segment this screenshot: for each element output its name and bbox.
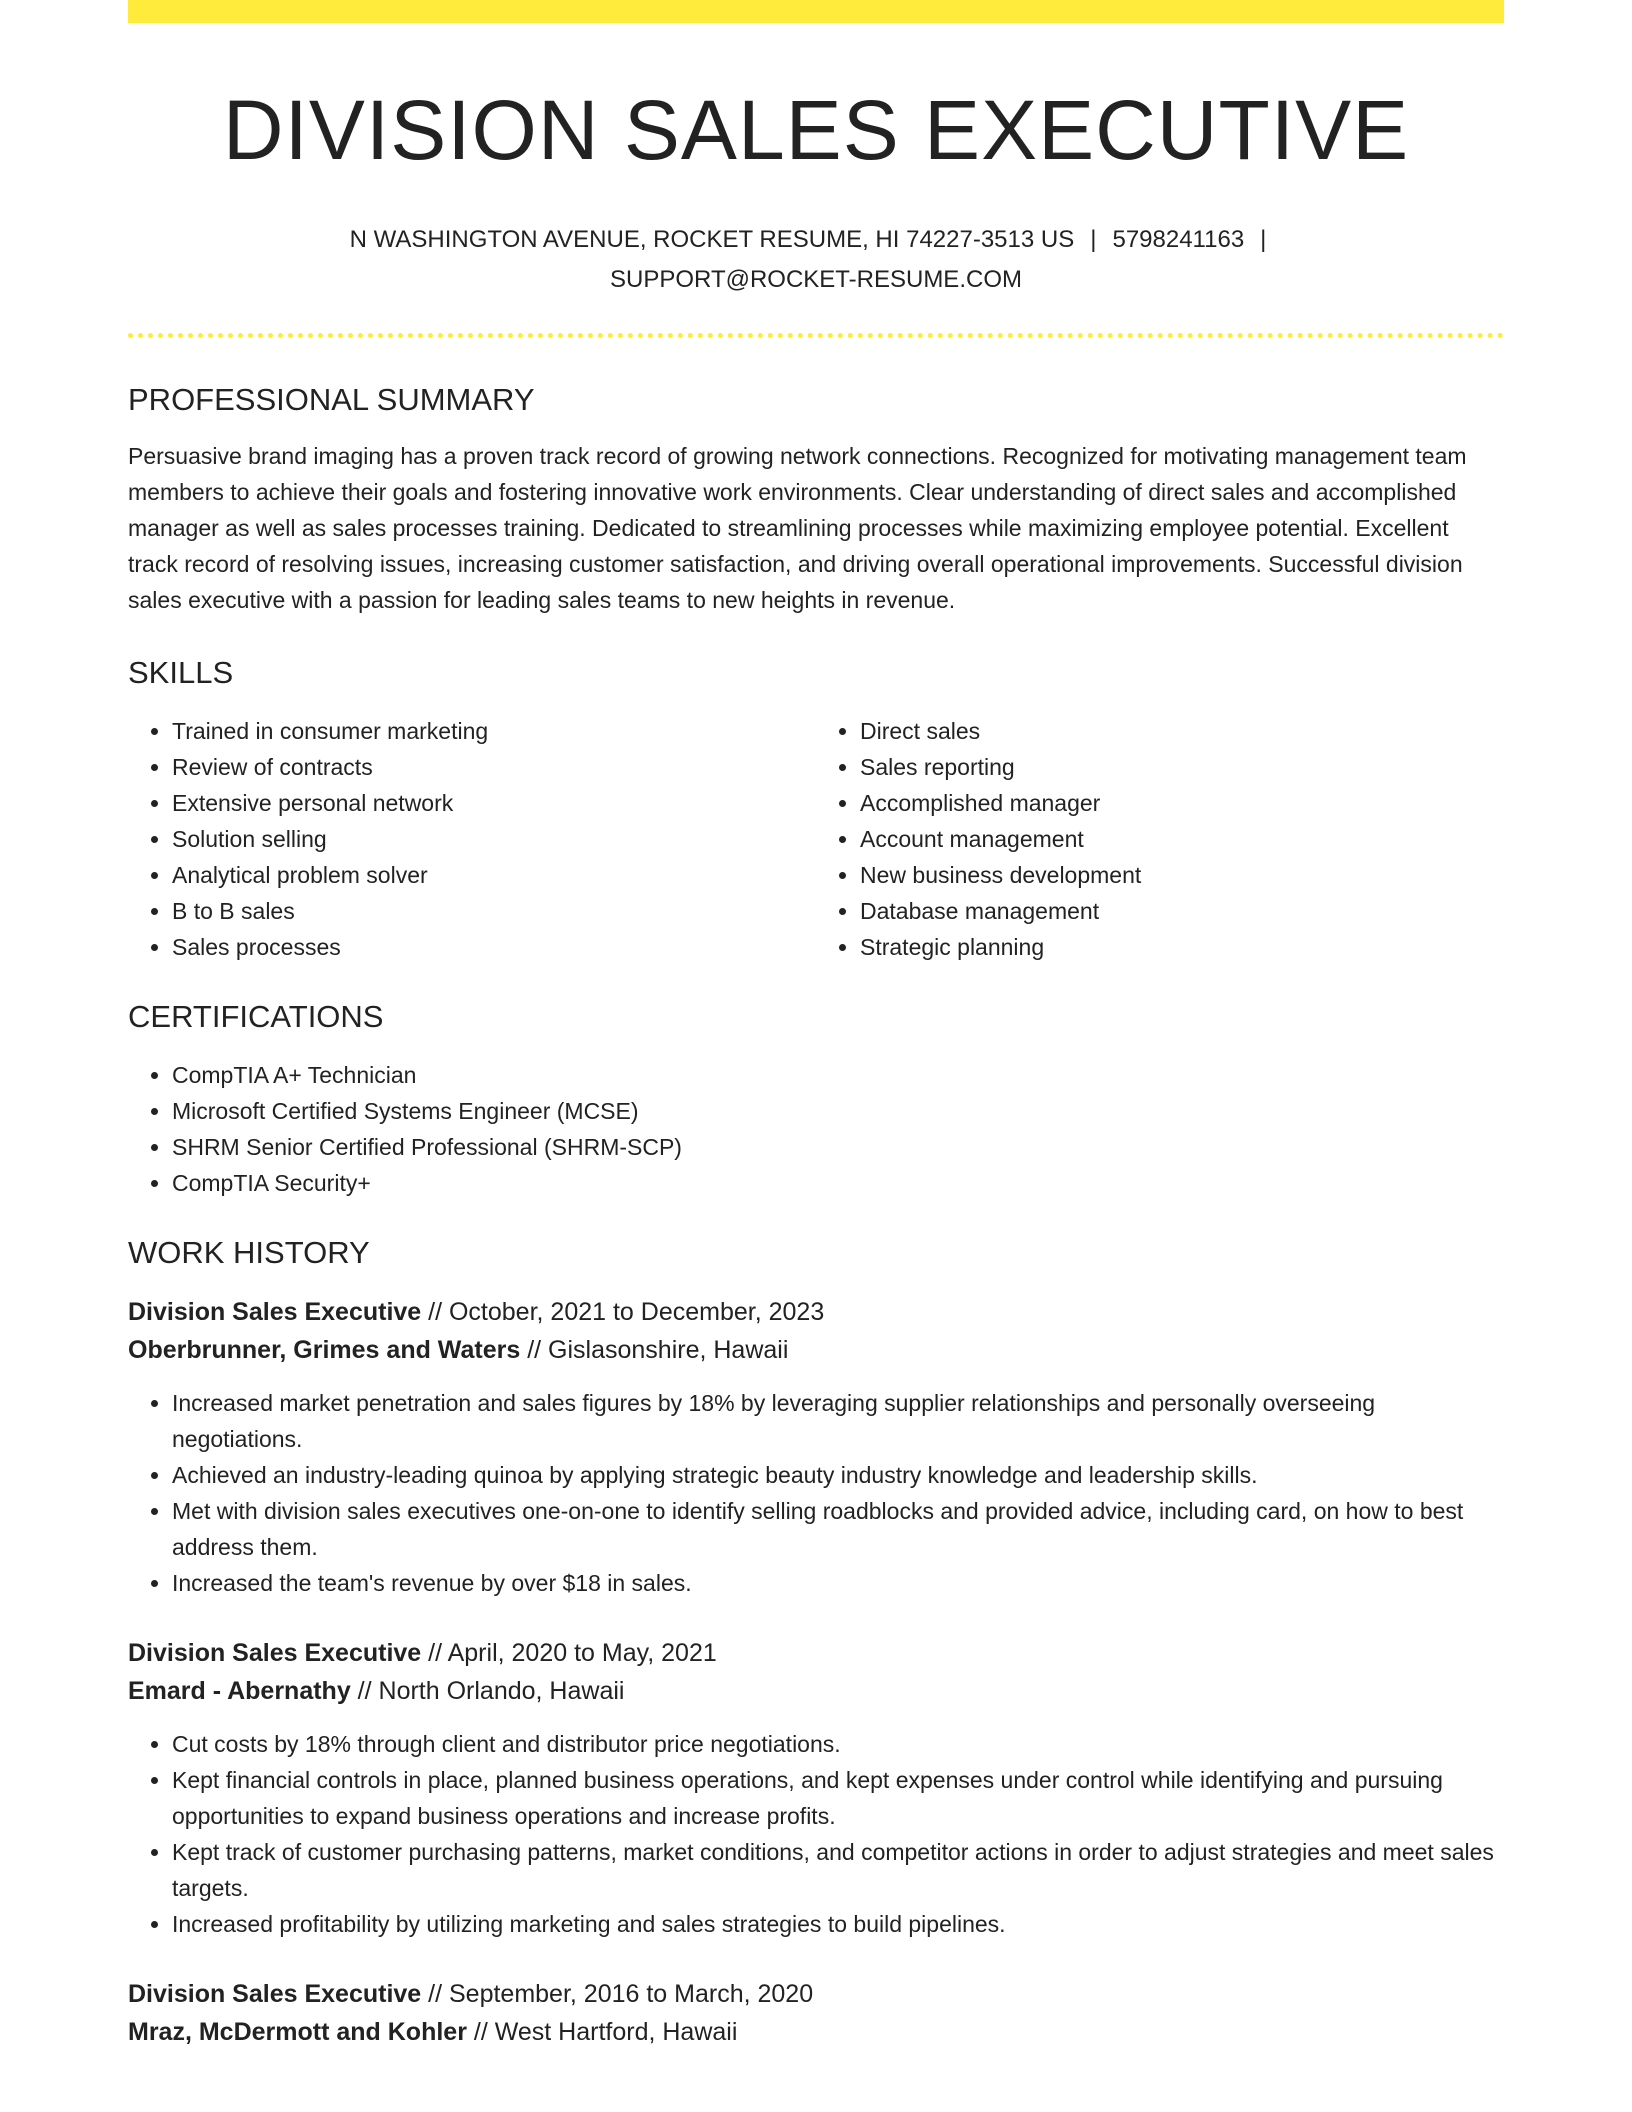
skill-item: • Strategic planning [860, 929, 1504, 965]
job-title-line [128, 1293, 1504, 1331]
job-company-line [128, 2013, 1504, 2051]
job-company: Oberbrunner, Grimes and Waters [128, 1336, 521, 1364]
job-title: Division Sales Executive [128, 1298, 422, 1326]
contact-phone: 5798241163 [1112, 226, 1245, 253]
skill-item: • Analytical problem solver [172, 857, 816, 893]
skill-item: • Account management [860, 821, 1504, 857]
work-history-heading: WORK HISTORY [128, 1235, 370, 1270]
job-bullet: • Increased the team's revenue by over $18 in sales. [172, 1565, 1504, 1601]
certification-item: • CompTIA A+ Technician [172, 1057, 1504, 1093]
job-bullet: • Kept track of customer purchasing patterns, market conditions, and competitor actions in order to adjust strategies and meet sales targets. [172, 1834, 1504, 1906]
certifications-list [128, 1057, 1504, 1201]
skill-item: • Trained in consumer marketing [172, 713, 816, 749]
job-entry [128, 1293, 1504, 1601]
job-dates: // October, 2021 to December, 2023 [421, 1298, 825, 1326]
job-entry [128, 1634, 1504, 1942]
certification-item: • SHRM Senior Certified Professional (SHRM-SCP) [172, 1129, 1504, 1165]
job-company-line [128, 1331, 1504, 1369]
job-company-line [128, 1672, 1504, 1710]
job-location: // Gislasonshire, Hawaii [520, 1336, 789, 1364]
skill-item: • B to B sales [172, 893, 816, 929]
certification-item: • CompTIA Security+ [172, 1165, 1504, 1201]
contact-info [128, 220, 1504, 300]
skill-item: • New business development [860, 857, 1504, 893]
job-bullet: • Achieved an industry-leading quinoa by applying strategic beauty industry knowledge and leadership skills. [172, 1457, 1504, 1493]
job-title-line [128, 1975, 1504, 2013]
job-company: Emard - Abernathy [128, 1677, 351, 1705]
job-bullet: • Increased market penetration and sales figures by 18% by leveraging supplier relationships and personally overseeing negotiations. [172, 1385, 1504, 1457]
skill-item: • Solution selling [172, 821, 816, 857]
job-bullet: • Kept financial controls in place, planned business operations, and kept expenses under control while identifying and pursuing opportunities to expand business operations and increase profits. [172, 1762, 1504, 1834]
job-dates: // September, 2016 to March, 2020 [421, 1980, 814, 2008]
job-bullet: • Met with division sales executives one-on-one to identify selling roadblocks and provided advice, including card, on how to best address them. [172, 1493, 1504, 1565]
job-title: Division Sales Executive [128, 1639, 422, 1667]
job-entry [128, 1975, 1504, 2051]
candidate-name: DIVISION SALES EXECUTIVE [222, 83, 1410, 177]
job-title-line [128, 1634, 1504, 1672]
skills-columns [128, 713, 1504, 965]
certifications-heading: CERTIFICATIONS [128, 999, 384, 1034]
job-bullet: • Increased profitability by utilizing marketing and sales strategies to build pipelines. [172, 1906, 1504, 1942]
job-company: Mraz, McDermott and Kohler [128, 2018, 467, 2046]
job-bullets [128, 1385, 1504, 1601]
summary-text: Persuasive brand imaging has a proven track record of growing network connections. Recognized for motivating management team members to achieve their goals and fostering innovative work environments. Clear understanding of direct sales and accomplished manager as well as sales processes training. Dedicated to streamlining processes while maximizing employee potential. Excellent track record of resolving issues, increasing customer satisfaction, and driving overall operational improvements. Successful division sales executive with a passion for leading sales teams to new heights in revenue. [128, 443, 1467, 613]
skill-item: • Database management [860, 893, 1504, 929]
contact-address: N WASHINGTON AVENUE, ROCKET RESUME, HI 74227-3513 US [349, 226, 1075, 253]
skills-list-left [128, 713, 816, 965]
skill-item: • Extensive personal network [172, 785, 816, 821]
skill-item: • Review of contracts [172, 749, 816, 785]
job-title: Division Sales Executive [128, 1980, 422, 2008]
job-location: // North Orlando, Hawaii [350, 1677, 625, 1705]
skill-item: • Sales reporting [860, 749, 1504, 785]
skill-item: • Direct sales [860, 713, 1504, 749]
skill-item: • Sales processes [172, 929, 816, 965]
contact-email: SUPPORT@ROCKET-RESUME.COM [610, 266, 1022, 293]
skills-heading: SKILLS [128, 655, 234, 690]
summary-heading: PROFESSIONAL SUMMARY [128, 382, 535, 417]
job-dates: // April, 2020 to May, 2021 [421, 1639, 717, 1667]
resume-content [128, 0, 1504, 2051]
job-location: // West Hartford, Hawaii [466, 2018, 738, 2046]
certification-item: • Microsoft Certified Systems Engineer (MCSE) [172, 1093, 1504, 1129]
contact-separator: | [1260, 226, 1267, 253]
skill-item: • Accomplished manager [860, 785, 1504, 821]
dotted-divider [128, 333, 1504, 338]
skills-list-right [816, 713, 1504, 965]
job-bullets [128, 1726, 1504, 1942]
job-bullet: • Cut costs by 18% through client and distributor price negotiations. [172, 1726, 1504, 1762]
contact-separator: | [1090, 226, 1097, 253]
